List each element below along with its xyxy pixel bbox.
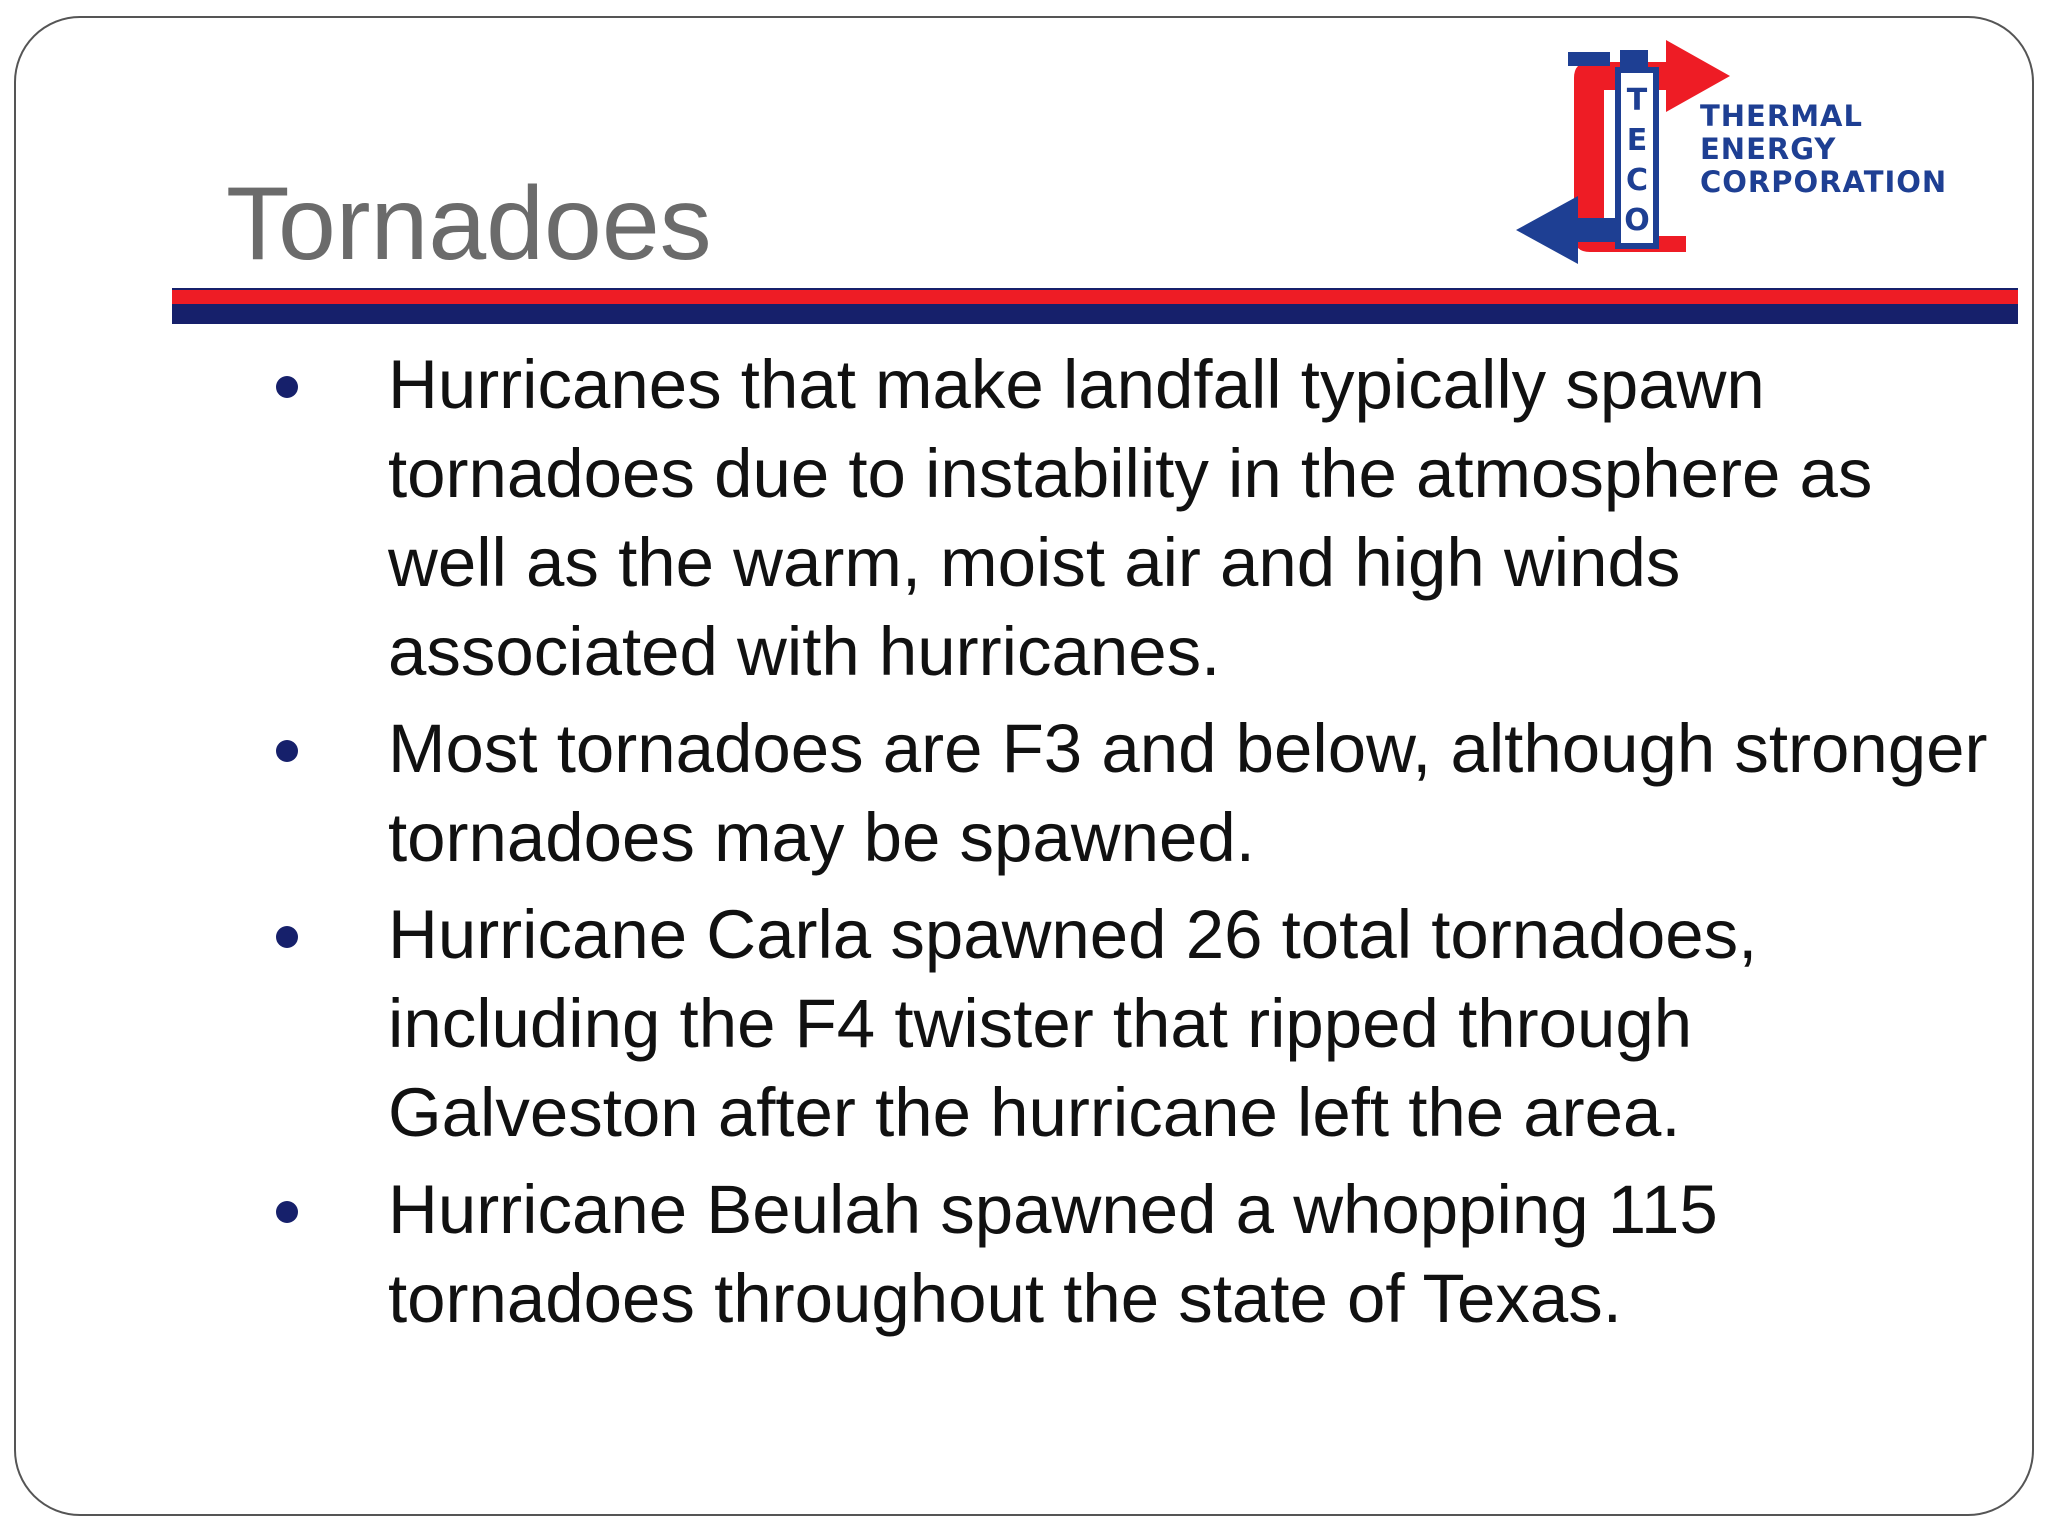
bullet-item xyxy=(270,890,2010,1157)
logo-blue-tab xyxy=(1568,52,1610,66)
bullet-text: Hurricane Carla spawned 26 total tornadoes, including the F4 twister that ripped through Galveston after the hurricane left the area. xyxy=(388,896,1758,1151)
logo-line-corporation: CORPORATION xyxy=(1700,165,1948,199)
logo-letter-o: O xyxy=(1624,203,1650,238)
logo-line-thermal: THERMAL xyxy=(1700,99,1863,133)
slide-title: Tornadoes xyxy=(226,166,712,282)
bullet-text: Hurricane Beulah spawned a whopping 115 tornadoes throughout the state of Texas. xyxy=(388,1171,1718,1337)
bullet-item xyxy=(270,1165,2010,1343)
logo-letter-e: E xyxy=(1626,123,1648,158)
logo-letter-c: C xyxy=(1625,163,1649,198)
bullet-item xyxy=(270,340,2010,696)
logo-wordmark xyxy=(1700,100,1947,199)
title-rule-red xyxy=(172,290,2018,304)
bullet-item xyxy=(270,704,2010,882)
bullet-dot-icon xyxy=(276,376,298,398)
logo-letter-t: T xyxy=(1626,83,1648,118)
logo-line-energy: ENERGY xyxy=(1700,132,1837,166)
bullet-text: Hurricanes that make landfall typically spawn tornadoes due to instability in the atmosphere as well as the warm, moist air and high winds associated with hurricanes. xyxy=(388,346,1873,690)
title-rule-blue xyxy=(172,304,2018,324)
bullet-text: Most tornadoes are F3 and below, although stronger tornadoes may be spawned. xyxy=(388,710,1988,876)
bullet-dot-icon xyxy=(276,926,298,948)
bullet-dot-icon xyxy=(276,1201,298,1223)
bullet-dot-icon xyxy=(276,740,298,762)
bullet-list xyxy=(270,340,2010,1351)
